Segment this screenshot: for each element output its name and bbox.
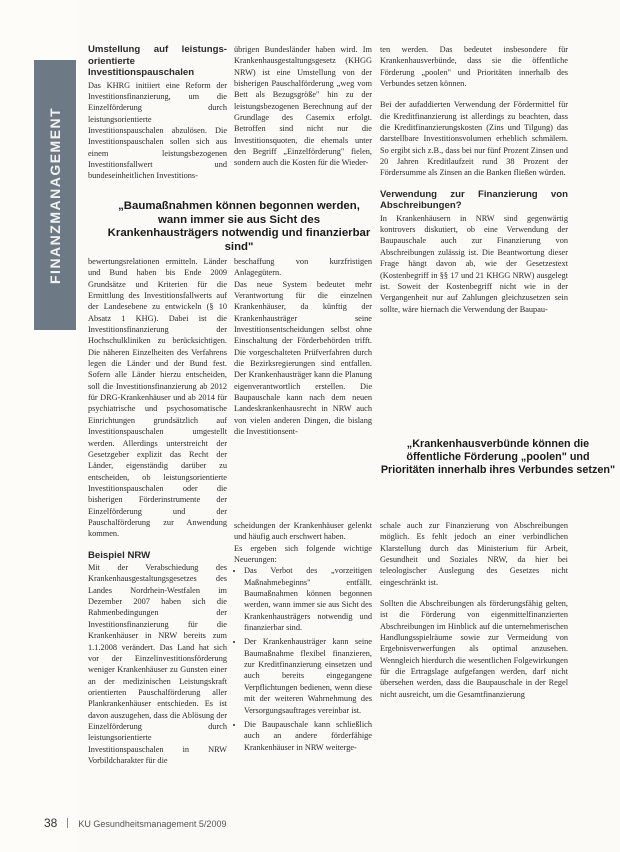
footer-divider bbox=[67, 818, 68, 828]
journal-name: KU Gesundheitsmanagement 5/2009 bbox=[78, 819, 227, 829]
column-1-bottom bbox=[88, 256, 227, 766]
bullet-list bbox=[234, 565, 372, 753]
pull-quote-krankenhausverbuende: „Krankenhausverbünde können die öffentliche Förderung „poolen" und Prioritäten innerhalb ihres Verbundes setzen" bbox=[380, 438, 616, 476]
page-number: 38 bbox=[44, 816, 58, 830]
paragraph: Das neue System bedeutet mehr Verantwortung für die einzelnen Krankenhäuser, da künftig der Krankenhausträger seine Investitionsentscheidungen selbst ohne Einschaltung der Förderbehörden trifft. Die vorgeschalteten Prüfverfahren durch die Bezirksregierungen sind entfallen. Der Krankenhausträger kann die Planung eigenverantwortlich erstellen. Die Baupauschale kann nach dem neuen Landeskrankenhausrecht in NRW auch von vielen anderen Dingen, die bislang die Investitionsent- bbox=[234, 279, 372, 437]
subheading-abschreibungen: Verwendung zur Finanzierung von Abschreibungen? bbox=[380, 188, 568, 212]
sidebar bbox=[0, 0, 78, 852]
paragraph: Es ergeben sich folgende wichtige Neuerungen: bbox=[234, 543, 372, 565]
paragraph: Sollten die Abschreibungen als förderungsfähig gelten, ist die Förderung von eigenmittelfinanzierten Abschreibungen im Hinblick auf die unternehmerischen Handlungsspielräume sowie zur Vermeidung von Ergebnisverwerfungen als optimal anzusehen. Wenngleich hierdurch die wesentlichen Folgewirkungen für die Ertragslage aufgefangen werden, darf nicht übersehen werden, dass die Baupauschale in der Regel nicht ausreicht, um die Gesamtfinanzierung bbox=[380, 599, 568, 699]
column-1-top bbox=[88, 44, 227, 182]
paragraph: bewertungsrelationen ermitteln. Länder und Bund haben bis Ende 2009 Grundsätze und Kriterien für die Ermittlung des Investitionsfallwerts auf der Landesebene zu entwickeln (§ 10 Absatz 1 KHG). Dabei ist die Investitionsfinanzierung der Hochschulkliniken zu berücksichtigen. Die näheren Einzelheiten des Verfahrens legen die Länder und der Bund fest. Sofern alle Länder hierzu entscheiden, soll die Investitionsfinanzierung ab 2012 für DRG-Krankenhäuser und ab 2014 für psychiatrische und psychosomatische Einrichtungen grundsätzlich auf Investitionspauschalen umgestellt werden. Allerdings unterstreicht der Gesetzgeber explizit das Recht der Länder, eigenständig darüber zu entscheiden, ob leistungsorientierte Investitionspauschalen oder die bisherigen Förderinstrumente der Einzelförderung und der Pauschalförderung zur Anwendung kommen. bbox=[88, 257, 227, 539]
paragraph: Mit der Verabschiedung des Krankenhausgestaltungsgesetzes des Landes Nordrhein-Westfalen im Dezember 2007 haben sich die Rahmenbedingungen der Investitionsfinanzierung für die Krankenhäuser in NRW bereits zum 1.1.2008 verändert. Das Land hat sich vor der Einzelinvestitionsförderung weniger Krankenhäuser zu Gunsten einer an der medizinischen Leistungskraft orientierten Pauschalförderung aller Plankrankenhäuser entschieden. Es ist davon auszugehen, dass die Ablösung der Einzelförderung durch leistungsorientierte Investitionspauschalen in NRW Vorbildcharakter für die bbox=[88, 563, 227, 765]
pull-quote-baumassnahmen: „Baumaßnahmen können begonnen werden, wann immer sie aus Sicht des Krankenhausträgers notwendig und finanzierbar sind" bbox=[107, 200, 371, 253]
paragraph: beschaffung von kurzfristigen Anlagegütern. bbox=[234, 257, 372, 278]
column-2-bottom bbox=[234, 520, 372, 756]
subheading-beispiel-nrw: Beispiel NRW bbox=[88, 549, 151, 561]
column-3-top bbox=[380, 44, 568, 315]
paragraph: In Krankenhäusern in NRW sind gegenwärtig kontrovers diskutiert, ob eine Verwendung der Baupauschale auch zur Finanzierung von Abschreibungen zulässig ist. Die Beantwortung dieser Frage hängt davon ab, wie der Gesetzestext (Kostenbegriff in §§ 17 und 21 KHGG NRW) ausgelegt ist. Soweit der Kostenbegriff nicht wie in der Vergangenheit nur auf Zahlungen gleichzusetzen sein sollte, wäre hiernach die Verwendung der Baupau- bbox=[380, 213, 568, 314]
column-2-middle bbox=[234, 256, 372, 438]
paragraph: scheidungen der Krankenhäuser gelenkt und häufig auch erschwert haben. bbox=[234, 521, 372, 542]
paragraph: übrigen Bundesländer haben wird. Im Krankenhausgestaltungsgesetz (KHGG NRW) ist eine Umstellung von der bisherigen Pauschalförderung „weg vom Bett als Bezugsgröße" hin zu der leistungsbezogenen Berechnung auf der Grundlage des Casemix erfolgt. Betroffen sind nicht nur die Investitionsquoten, die ehemals unter den Begriff „Einzelförderung" fielen, sondern auch die Kosten für die Wieder- bbox=[234, 45, 372, 168]
column-2-top bbox=[234, 44, 372, 169]
paragraph: ten werden. Das bedeutet insbesondere für Krankenhausverbünde, dass sie die öffentliche Förderung „poolen" und Prioritäten innerhalb des Verbundes setzen können. bbox=[380, 45, 568, 89]
paragraph: Bei der aufaddierten Verwendung der Fördermittel für die Kreditfinanzierung ist allerdings zu beachten, dass die Kreditfinanzierungskosten (Zins und Tilgung) das darstellbare Investitionsvolumen erheblich schmälern. So ergibt sich z.B., dass bei nur fünf Prozent Zinsen und 20 Jahren Kreditlaufzeit rund 38 Prozent der Fördersumme als Zinsen an die Banken fließen würden. bbox=[380, 100, 568, 178]
paragraph: schale auch zur Finanzierung von Abschreibungen möglich. Es fehlt jedoch an einer verbindlichen Klarstellung durch das Ministerium für Arbeit, Gesundheit und Soziales NRW, da hier bei teleologischer Auslegung des Gesetzes nicht eingeschränkt ist. bbox=[380, 521, 568, 587]
list-item: • Das Verbot des „vorzeitigen Maßnahmebeginns" entfällt. Baumaßnahmen können begonnen werden, wann immer sie aus Sicht des Krankenhausträgers notwendig und finanzierbar sind. bbox=[244, 565, 372, 633]
page-footer bbox=[44, 816, 226, 830]
subheading-investitionspauschalen: Umstellung auf leistungs-orientierte Investitionspauschalen bbox=[88, 44, 227, 78]
column-3-bottom bbox=[380, 520, 568, 700]
paragraph: Das KHRG initiiert eine Reform der Investitionsfinanzierung, um die Einzelförderung durch leistungsorientierte Investitionspauschalen abzulösen. Die Investitionspauschalen sollen sich aus einem leistungsbezogenen Investitionsfallwert und bundeseinheitlichen Investitions- bbox=[88, 80, 227, 181]
list-item: • Die Baupauschale kann schließlich auch an andere förderfähige Krankenhäuser in NRW weiterge- bbox=[244, 719, 372, 753]
section-label: FINANZMANAGEMENT bbox=[47, 106, 63, 284]
list-item: • Der Krankenhausträger kann seine Baumaßnahme flexibel finanzieren, zur Kreditfinanzierung einsetzen und auch bereits eingegangene Verpflichtungen bedienen, wenn diese mit der weiteren Wahrnehmung des Versorgungsauftrages vereinbar ist. bbox=[244, 636, 372, 715]
